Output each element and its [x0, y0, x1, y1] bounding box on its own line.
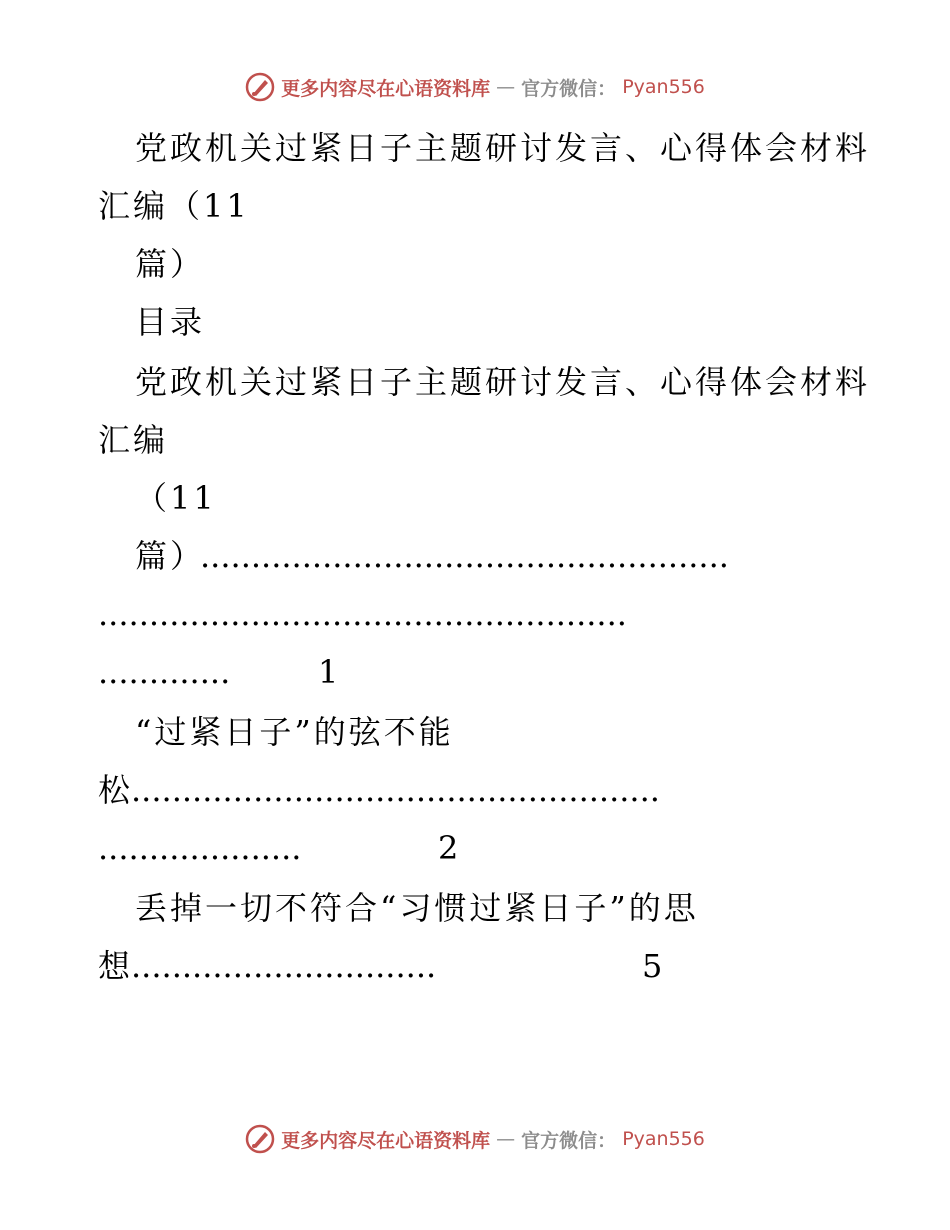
toc-leader-dots: .................................................... — [131, 771, 660, 809]
toc-page-number: 1 — [318, 653, 342, 691]
document-title-line-3: 篇） — [135, 245, 206, 283]
banner-wechat-label: 官方微信： — [521, 77, 617, 100]
banner-separator: — — [496, 76, 516, 98]
banner-main-text: 更多内容尽在心语资料库 — [281, 77, 491, 100]
banner-main-text: 更多内容尽在心语资料库 — [281, 1129, 491, 1152]
toc-leader-dots: .............................. — [131, 947, 437, 985]
toc-entry-1-line-4: 篇） — [135, 537, 206, 575]
toc-leader-dots: .................................................... — [98, 595, 627, 633]
pen-logo-icon — [245, 1124, 275, 1154]
toc-entry-2-line-2: 松 — [98, 771, 134, 809]
toc-entry-1-line-2: 汇编 — [98, 421, 169, 459]
toc-leader-dots: .................................................... — [200, 537, 729, 575]
banner-wechat-label: 官方微信： — [521, 1129, 617, 1152]
toc-page-number: 2 — [438, 829, 462, 867]
toc-page-number: 5 — [642, 947, 666, 985]
banner-wechat-id: Pyan556 — [622, 76, 705, 98]
toc-leader-dots: .................... — [98, 829, 302, 867]
document-title-line-2: 汇编（11 — [98, 187, 250, 225]
banner-wechat-id: Pyan556 — [622, 1128, 705, 1150]
toc-entry-3-line-1: 丢掉一切不符合“习惯过紧日子”的思 — [135, 889, 699, 927]
pen-logo-icon — [245, 72, 275, 102]
document-title-line-1: 党政机关过紧日子主题研讨发言、心得体会材料 — [135, 129, 871, 167]
footer-banner — [0, 1124, 950, 1154]
toc-entry-1-line-3: （11 — [135, 479, 217, 517]
toc-entry-1-line-1: 党政机关过紧日子主题研讨发言、心得体会材料 — [135, 363, 871, 401]
header-banner — [0, 72, 950, 102]
toc-leader-dots: ............. — [98, 653, 231, 691]
toc-heading: 目录 — [135, 303, 206, 341]
toc-entry-3-line-2: 想 — [98, 947, 134, 985]
banner-separator: — — [496, 1128, 516, 1150]
toc-entry-2-line-1: “过紧日子”的弦不能 — [135, 713, 454, 751]
